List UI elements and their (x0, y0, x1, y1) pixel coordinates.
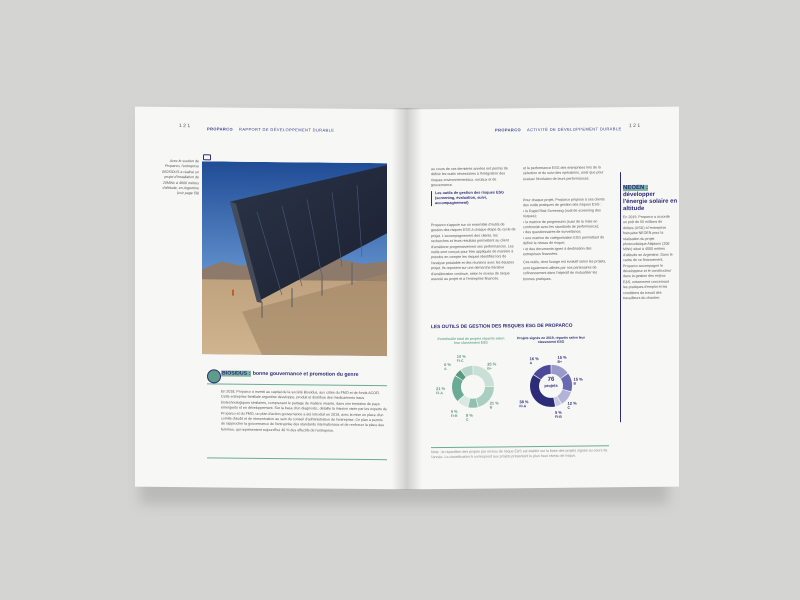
slice-label (451, 409, 458, 418)
page-number: 1 2 1 (629, 122, 641, 130)
slice-label (466, 413, 473, 422)
header-text: RAPPORT DE DÉVELOPPEMENT DURABLE (239, 126, 335, 133)
slice-value: 16 % (529, 355, 539, 361)
slice-category: C (466, 417, 469, 422)
solar-farm-photo (202, 161, 387, 356)
column-1-body: Proparco s'appuie sur un ensemble d'outils de gestion des risques ESG à chaque étape du cycle de projet. L'accompagnement des clients, les recherches et leurs résultats permettent au client d'améliorer progressivement ses performances. Les outils sont conçus pour être appliqués de manière à prendre en compte les risques identifiés lors de l'analyse préalable et des réunions avec les équipes projet. Ils reposent sur une démarche itérative d'amélioration continue, selon le niveau de risque associé au projet et à l'entreprise financée. (431, 222, 516, 282)
slice-value: 25 % (487, 361, 497, 367)
slice-label (574, 376, 583, 385)
header-brand: PROPARCO (495, 127, 522, 133)
sidebar-title (623, 185, 679, 214)
slice-label (568, 400, 577, 409)
slice-category: A (529, 360, 533, 365)
book-gutter (392, 108, 422, 490)
slice-value: 15 % (557, 354, 567, 361)
divider (207, 383, 387, 386)
slice-category: B+ (487, 366, 492, 371)
divider (207, 457, 387, 460)
right-page (407, 107, 679, 490)
chart-1-title: Portefeuille total de projets répartis selon leur classement ESG (437, 336, 505, 346)
column-2-intro: et la performance ESG des entreprises lors de la sélection et du suivi des opérations, ainsi que pour évaluer l'évolution de leurs performances. (523, 165, 604, 182)
chart-note: Note : la répartition des projets par niveau de risque E&S est établie sur la base des projets signés au cours de l'année. La classification A correspond aux projets présentant le plus haut niveau de risque. (431, 448, 608, 460)
slice-value: 38 % (519, 399, 529, 405)
list-item: • la matrice de progression (suivi de la mise en conformité avec les standards de performance); (523, 219, 600, 230)
running-header (207, 126, 334, 132)
slice-category: FI-A (436, 390, 443, 395)
slice-label (444, 362, 451, 371)
slice-value: 5 % (554, 409, 562, 415)
sidebar-rule (620, 172, 621, 422)
slice-category: B (573, 381, 577, 386)
donut-slice-c (468, 398, 478, 407)
list-item: • et des documents types à destination des entreprises financées. (523, 246, 592, 257)
body-text: En 2018, Proparco a investi au capital de la société Biosidus, aux côtés du FMO et de fonds ACOFI. Cette entreprise familiale argentine développe, produit et distribue des médicaments issus biotechnologiques similaires, comprenant le partage de matière vivante, dans une trentaine de pays émergents et en développement. Sur la base d'un diagnostic, détaille la mission visée par les experts de Proparco et du FMO, un plan d'action gouvernance a été introduit en 2019, avec la mise en place d'un comité d'audit et de rémunération au sein du conseil d'administration de l'entreprise. Ce plan a permis de rapprocher la gouvernance de l'entreprise des standards internationaux et de renforcer la place des femmes, qui représentent aujourd'hui 40 % des effectifs de l'entreprise. (221, 389, 387, 433)
slice-category: FI-B (450, 413, 458, 418)
slice-label (530, 356, 539, 365)
page-number: 1 2 1 (179, 123, 191, 130)
slice-value: 9 % (450, 408, 458, 414)
bullet-text: une matrice de catégorisation ESG permettant de définir le niveau de risque; (523, 235, 605, 246)
slice-label (555, 410, 562, 419)
slice-label (487, 361, 496, 370)
slice-value: 21 % (489, 400, 499, 406)
slice-label (436, 386, 445, 395)
header-brand: PROPARCO (207, 126, 234, 132)
column-1-intro: au cours de ces dernières années ont permis de définir les outils nécessaires à l'intégration des risques environnementaux, sociaux et de gouvernance. (431, 166, 508, 188)
slice-category: FI-C (456, 359, 464, 364)
slice-category: B (489, 405, 493, 410)
slice-category: B+ (557, 360, 563, 365)
bullet-text: des questionnaires de surveillance; (525, 230, 582, 235)
slice-category: A (444, 367, 447, 372)
column-2-lead: Pour chaque projet, Proparco propose à ses clients des outils pratiques de gestion des risques ESG : (523, 197, 605, 208)
slice-value: 21 % (436, 385, 446, 391)
slice-label (490, 401, 499, 410)
list-item: • une matrice de catégorisation ESG permettant de définir le niveau de risque; (523, 235, 605, 246)
slice-value: 8 % (466, 412, 473, 418)
bullet-text: le Rapid Risk Screening (outil de screening des risques); (523, 208, 601, 219)
slice-value: 6 % (444, 362, 452, 368)
chart-2-center-value: 76 (547, 376, 555, 383)
photo-caption: Avec le soutien de Proparco, l'entreprise BIOSIDUS a réalisé un projet d'installation de 20MWc à 4000 mètres d'altitude, en Argentine (voir page 59) (162, 158, 199, 196)
sidebar-body: En 2019, Proparco a accordé un prêt de 55 millions de dollars (USD) à l'entreprise française NEOEN pour la réalisation du projet photovoltaïque Altiplano (208 MWc) situé à 4000 mètres d'altitude en Argentine. Dans le cadre de ce financement, Proparco accompagne le développeur et le constructeur dans la gestion des enjeux E&S, notamment concernant les pratiques d'emploi et les conditions de travail des travailleurs du chantier. (623, 214, 673, 301)
chart-2-title: Projets signés en 2019, répartis selon leur classement ESG (517, 335, 585, 345)
section-title (221, 370, 358, 377)
slice-category: C (567, 405, 571, 410)
chart-2-center-label (536, 377, 566, 388)
donut-chart-1 (452, 366, 494, 408)
bullet-text: et des documents types à destination des entreprises financées. (523, 246, 592, 257)
camera-icon (203, 154, 211, 160)
slice-category: FI-A (519, 404, 527, 409)
sidebar-title-highlight: NEOEN : (623, 184, 649, 192)
list-item: • des questionnaires de surveillance; (523, 230, 582, 235)
left-page (135, 107, 407, 490)
section-title-rest: bonne gouvernance et promotion du genre (252, 370, 359, 378)
list-item: • le Rapid Risk Screening (outil de screening des risques); (523, 208, 601, 219)
slice-value: 15 % (573, 376, 583, 382)
bullet-text: la matrice de progression (suivi de la mise en conformité avec les standards de performance); (523, 219, 600, 230)
sidebar-title-rest: développer l'énergie solaire en altitude (623, 191, 678, 213)
chart-2-center-text: projets (544, 382, 558, 388)
slice-label (457, 354, 466, 363)
chart-section-title: LES OUTILS DE GESTION DES RISQUES ESG DE PROPARCO (431, 323, 573, 331)
section-title-highlight: BIOSIDUS : (222, 370, 251, 377)
company-logo-icon (207, 369, 221, 383)
slice-label (557, 355, 566, 364)
slice-category: FI-B (554, 414, 562, 419)
tools-box-title: Les outils de gestion des risques ESG (screening, évaluation, suivi, accompagnement) (435, 190, 504, 206)
slice-label (519, 399, 528, 408)
slice-value: 10 % (456, 354, 466, 360)
header-text: ACTIVITÉ DE DÉVELOPPEMENT DURABLE (527, 126, 622, 133)
slice-value: 12 % (567, 400, 577, 406)
column-2-outro: Ces outils, dont l'usage est évolutif selon les projets, sont également utilisés par nos partenaires de cofinancement dans l'objectif de mutualiser les bonnes pratiques. (523, 259, 607, 281)
